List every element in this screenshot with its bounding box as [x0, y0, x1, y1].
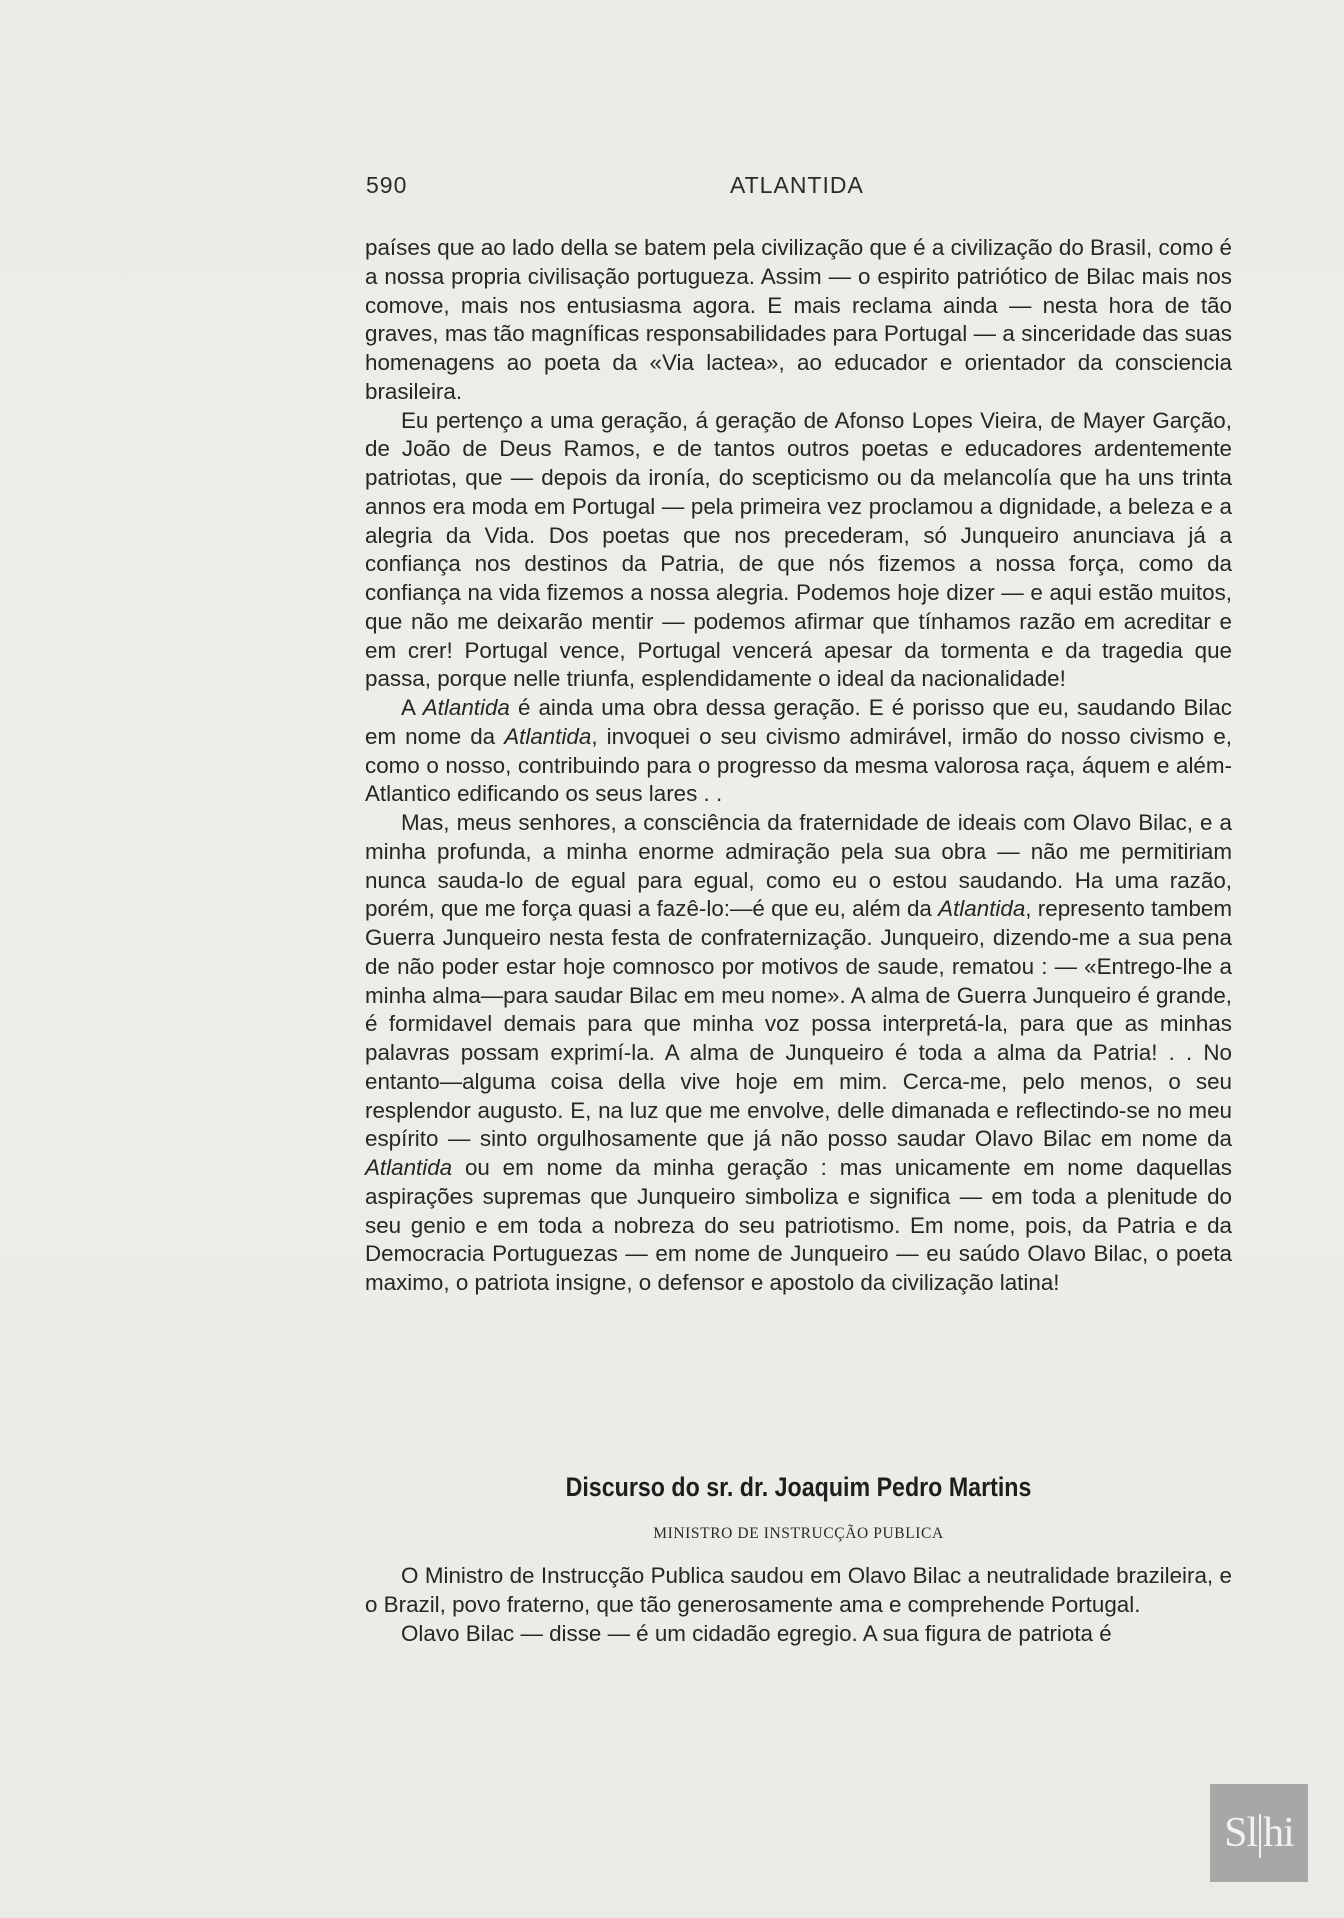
section-body [365, 1562, 1232, 1648]
paragraph-text: , invoquei o seu civismo admirável, irmão do nosso civismo e, como o nosso, contribuindo para o progresso da mesma valorosa raça, áquem e além-Atlantico edificando os seus lares . . [365, 723, 1232, 807]
section-heading: Discurso do sr. dr. Joaquim Pedro Martins [565, 1472, 1032, 1502]
paragraph-text: Eu pertenço a uma geração, á geração de Afonso Lopes Vieira, de Mayer Garção, de João de Deus Ramos, e de tantos outros poetas e educadores ardentemente patriotas, que — depois da ironía, do scepticismo ou da melancolía que ha uns trinta annos era moda em Portugal — pela primeira vez proclamou a dignidade, a beleza e a alegria da Vida. Dos poetas que nos precederam, só Junqueiro anunciava já a confiança nos destinos da Patria, de que nós fizemos a nossa força, como da confiança na vida fizemos a nossa alegria. Podemos hoje dizer — e aqui estão muitos, que não me deixarão mentir — podemos afirmar que tínhamos razão em acreditar e em crer! Portugal vence, Portugal vencerá apesar da tormenta e da tragedia que passa, porque nelle triunfa, esplendidamente o ideal da nacionalidade! [365, 407, 1232, 692]
paragraph-text: Mas, meus senhores, a consciência da fraternidade de ideais com Olavo Bilac, e a minha profunda, a minha enorme admiração pela sua obra — não me permitiriam nunca sauda-lo de egual para egual, como eu o estou saudando. Ha uma razão, porém, que me força quasi a fazê-lo:—é que eu, além da [365, 810, 1232, 922]
section-paragraph: O Ministro de Instrucção Publica saudou em Olavo Bilac a neutralidade brazileira, e o Brazil, povo fraterno, que tão generosamente ama e comprehende Portugal. [365, 1563, 1232, 1617]
section-subheading: MINISTRO DE INSTRUCÇÃO PUBLICA [653, 1525, 944, 1542]
library-logo [1210, 1784, 1308, 1882]
italic-title: Atlantida [938, 896, 1026, 922]
body-paragraph [365, 234, 1232, 407]
italic-title: Atlantida [504, 723, 592, 749]
section-paragraph: Olavo Bilac — disse — é um cidadão egregio. A sua figura de patriota é [401, 1620, 1112, 1646]
italic-title: Atlantida [365, 1155, 453, 1180]
body-paragraph [365, 407, 1232, 695]
article-body [365, 234, 1232, 1298]
body-paragraph [365, 809, 1232, 1298]
journal-title: ATLANTIDA [730, 172, 864, 198]
page-number: 590 [366, 172, 408, 198]
body-paragraph [365, 694, 1232, 809]
paragraph-text: A [401, 695, 423, 720]
logo-text-right: hi [1263, 1810, 1294, 1856]
logo-divider [1259, 1814, 1261, 1858]
paragraph-text: ou em nome da minha geração : mas unicamente em nome daquellas aspirações supremas que Junqueiro simboliza e significa — em toda a plenitude do seu genio e em toda a nobreza do seu patriotismo. Em nome, pois, da Patria e da Democracia Portuguezas — em nome de Junqueiro — eu saúdo Olavo Bilac, o poeta maximo, o patriota insigne, o defensor e apostolo da civilização latina! [365, 1155, 1232, 1295]
logo-text-left: Sl [1224, 1810, 1258, 1856]
paragraph-text: , represento tambem Guerra Junqueiro nesta festa de confraternização. Junqueiro, dizendo-me a sua pena de não poder estar hoje comnosco por motivos de saude, rematou : — «Entrego-lhe a minha alma—para saudar Bilac em meu nome». A alma de Guerra Junqueiro é grande, é formidavel demais para que minha voz possa interpretá-la, para que as minhas palavras possam exprimí-la. A alma de Junqueiro é toda a alma da Patria! . . No entanto—alguma coisa della vive hoje em mim. Cerca-me, pelo menos, o seu resplendor augusto. E, na luz que me envolve, delle dimanada e reflectindo-se no meu espírito — sinto orgulhosamente que já não posso saudar Olavo Bilac em nome da [365, 896, 1232, 1152]
paragraph-text: países que ao lado della se batem pela civilização que é a civilização do Brasil, como é a nossa propria civilisação portugueza. Assim — o espirito patriótico de Bilac mais nos comove, mais nos entusiasma agora. E mais reclama ainda — nesta hora de tão graves, mas tão magníficas responsabilidades para Portugal — a sinceridade das suas homenagens ao poeta da «Via lactea», ao educador e orientador da consciencia brasileira. [365, 235, 1232, 404]
running-head [366, 172, 1232, 206]
paragraph-text: é ainda uma obra dessa geração. E é porisso que eu, saudando Bilac em nome da [365, 695, 1232, 749]
italic-title: Atlantida [422, 695, 510, 720]
